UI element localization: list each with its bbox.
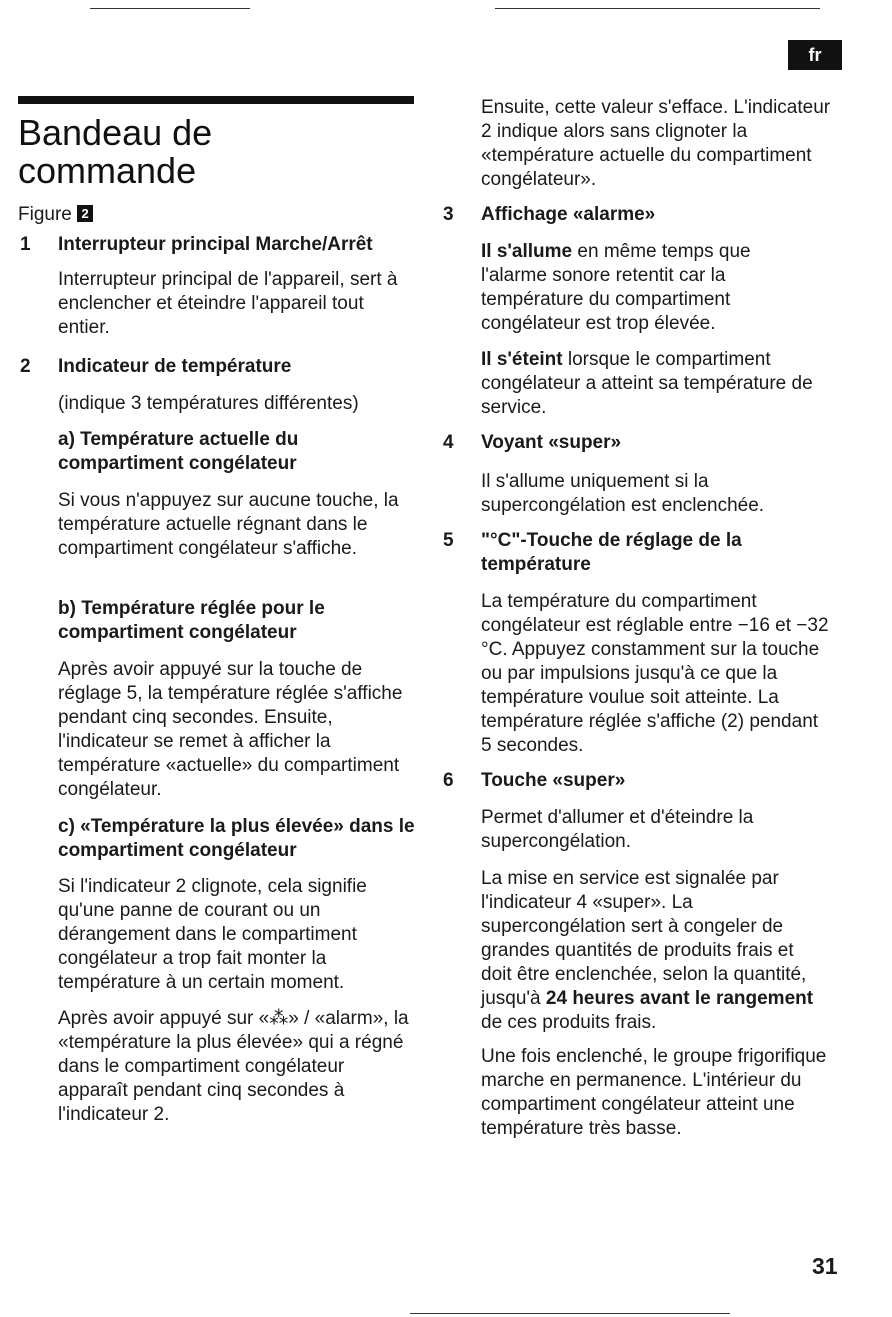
figure-text: Figure xyxy=(18,204,72,225)
page-number: 31 xyxy=(812,1253,838,1279)
item-number-4: 4 xyxy=(443,432,454,453)
page-title-line2: commande xyxy=(18,150,197,191)
heading-bar xyxy=(18,96,414,104)
item-number-6: 6 xyxy=(443,770,454,791)
text-3b-bold: Il s'éteint xyxy=(481,349,563,370)
item-text-2: (indique 3 températures différentes) xyxy=(58,393,359,414)
item-text-4: Il s'allume uniquement si la supercongélation est enclenchée. xyxy=(481,471,765,516)
item-text-6a: Permet d'allumer et d'éteindre la supercongélation. xyxy=(481,807,754,852)
item-text-3b xyxy=(481,348,826,420)
language-tab: fr xyxy=(788,40,842,70)
text-6b-pre: La mise en service est signalée par l'indicateur 4 «super». La supercongélation sert à congeler de grandes quantités de produits frais et doit être enclenchée, selon la quantité, jusqu'à xyxy=(481,868,807,1009)
text-3a-bold: Il s'allume xyxy=(481,241,573,262)
subheading-2a: a) Température actuelle du compartiment congélateur xyxy=(58,429,299,474)
item-heading-5: "°C"-Touche de réglage de la température xyxy=(481,530,742,575)
bottom-rule xyxy=(410,1313,730,1314)
item-text-3a xyxy=(481,240,806,336)
item-text-6b xyxy=(481,867,821,1035)
text-2b: Après avoir appuyé sur la touche de réglage 5, la température réglée s'affiche pendant cinq secondes. Ensuite, l'indicateur se remet à afficher la température «actuelle» du compartiment congélateur. xyxy=(58,659,403,800)
item-number-5: 5 xyxy=(443,530,454,551)
item-heading-3: Affichage «alarme» xyxy=(481,204,656,225)
text-2c-1: Si l'indicateur 2 clignote, cela signifie qu'une panne de courant ou un dérangement dans le compartiment congélateur a trop fait monter la température à un certain moment. xyxy=(58,876,367,993)
top-rule xyxy=(90,8,250,9)
text-2c-3: Ensuite, cette valeur s'efface. L'indicateur 2 indique alors sans clignoter la «température actuelle du compartiment congélateur». xyxy=(481,97,831,190)
item-text-5: La température du compartiment congélateur est réglable entre −16 et −32 °C. Appuyez constamment sur la touche ou par impulsions jusqu'à ce que la température voulue soit atteinte. La température réglée s'affiche (2) pendant 5 secondes. xyxy=(481,591,829,756)
subheading-2c: c) «Température la plus élevée» dans le compartiment congélateur xyxy=(58,816,415,861)
text-6b-bold: 24 heures avant le rangement xyxy=(545,988,814,1009)
item-heading-1: Interrupteur principal Marche/Arrêt xyxy=(58,234,373,255)
figure-number-badge: 2 xyxy=(77,205,93,222)
item-text-1: Interrupteur principal de l'appareil, sert à enclencher et éteindre l'appareil tout entier. xyxy=(58,269,398,338)
text-2c-2: Après avoir appuyé sur «⁂» / «alarm», la «température la plus élevée» qui a régné dans le compartiment congélateur apparaît pendant cinq secondes à l'indicateur 2. xyxy=(58,1008,409,1125)
figure-label xyxy=(18,203,93,227)
subheading-2b: b) Température réglée pour le compartiment congélateur xyxy=(58,598,325,643)
text-2a: Si vous n'appuyez sur aucune touche, la température actuelle régnant dans le compartiment congélateur s'affiche. xyxy=(58,490,399,559)
text-3b-rest: lorsque le compartiment congélateur a atteint sa température de service. xyxy=(481,349,813,418)
top-rule-right xyxy=(495,8,820,9)
page-title-line1: Bandeau de xyxy=(18,112,213,153)
item-heading-6: Touche «super» xyxy=(481,770,626,791)
item-number-2: 2 xyxy=(20,356,31,377)
text-6b-post: de ces produits frais. xyxy=(481,1012,657,1033)
item-text-6c: Une fois enclenché, le groupe frigorifique marche en permanence. L'intérieur du compartiment congélateur atteint une température très basse. xyxy=(481,1046,827,1139)
item-number-1: 1 xyxy=(20,234,31,255)
item-heading-4: Voyant «super» xyxy=(481,432,622,453)
text-3a-rest: en même temps que l'alarme sonore retentit car la température du compartiment congélateur est trop élevée. xyxy=(481,241,751,334)
item-heading-2: Indicateur de température xyxy=(58,356,292,377)
item-number-3: 3 xyxy=(443,204,454,225)
